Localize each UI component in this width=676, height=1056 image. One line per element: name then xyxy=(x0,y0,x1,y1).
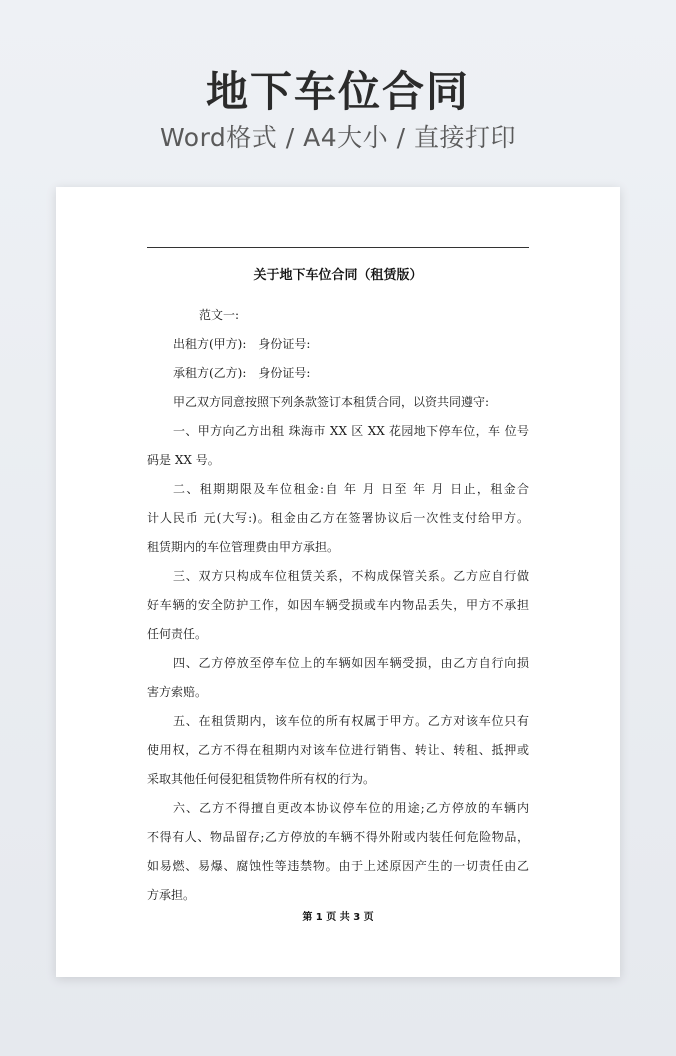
body-line: 出租方(甲方): 身份证号: xyxy=(173,337,311,351)
body-line: 如易燃、易爆、腐蚀性等违禁物。由于上述原因产生的一切责任由乙 xyxy=(147,859,529,873)
document-title: 关于地下车位合同（租赁版） xyxy=(253,268,423,283)
body-line: 范文一: xyxy=(199,308,240,322)
body-line: 五、在租赁期内，该车位的所有权属于甲方。乙方对该车位只有 xyxy=(173,714,529,728)
body-line: 害方索赔。 xyxy=(147,685,208,699)
body-line: 使用权，乙方不得在租期内对该车位进行销售、转让、转租、抵押或 xyxy=(147,743,529,757)
body-line: 租赁期内的车位管理费由甲方承担。 xyxy=(147,540,340,554)
body-line: 三、双方只构成车位租赁关系，不构成保管关系。乙方应自行做 xyxy=(173,569,529,583)
body-line: 四、乙方停放至停车位上的车辆如因车辆受损，由乙方自行向损 xyxy=(173,656,529,670)
page-number: 第 1 页 共 3 页 xyxy=(302,912,374,923)
body-line: 任何责任。 xyxy=(147,627,208,641)
header-rule xyxy=(147,247,529,248)
body-line: 不得有人、物品留存;乙方停放的车辆不得外附或内装任何危险物品， xyxy=(147,830,529,844)
body-line: 码是 XX 号。 xyxy=(147,453,220,467)
body-line: 方承担。 xyxy=(147,888,196,902)
body-line: 承租方(乙方): 身份证号: xyxy=(173,366,311,380)
body-line: 二、租期期限及车位租金:自 年 月 日至 年 月 日止，租金合 xyxy=(173,482,529,496)
document-page xyxy=(56,187,620,977)
body-line: 一、甲方向乙方出租 珠海市 XX 区 XX 花园地下停车位，车 位号 xyxy=(173,424,529,438)
page-subtitle: Word格式 / A4大小 / 直接打印 xyxy=(160,123,516,152)
body-line: 采取其他任何侵犯租赁物件所有权的行为。 xyxy=(147,772,376,786)
body-line: 六、乙方不得擅自更改本协议停车位的用途;乙方停放的车辆内 xyxy=(173,801,529,815)
body-line: 好车辆的安全防护工作，如因车辆受损或车内物品丢失，甲方不承担 xyxy=(147,598,529,612)
body-line: 甲乙双方同意按照下列条款签订本租赁合同，以资共同遵守: xyxy=(173,395,490,409)
page-title: 地下车位合同 xyxy=(205,67,470,116)
body-line: 计人民币 元(大写:)。租金由乙方在签署协议后一次性支付给甲方。 xyxy=(147,511,529,525)
